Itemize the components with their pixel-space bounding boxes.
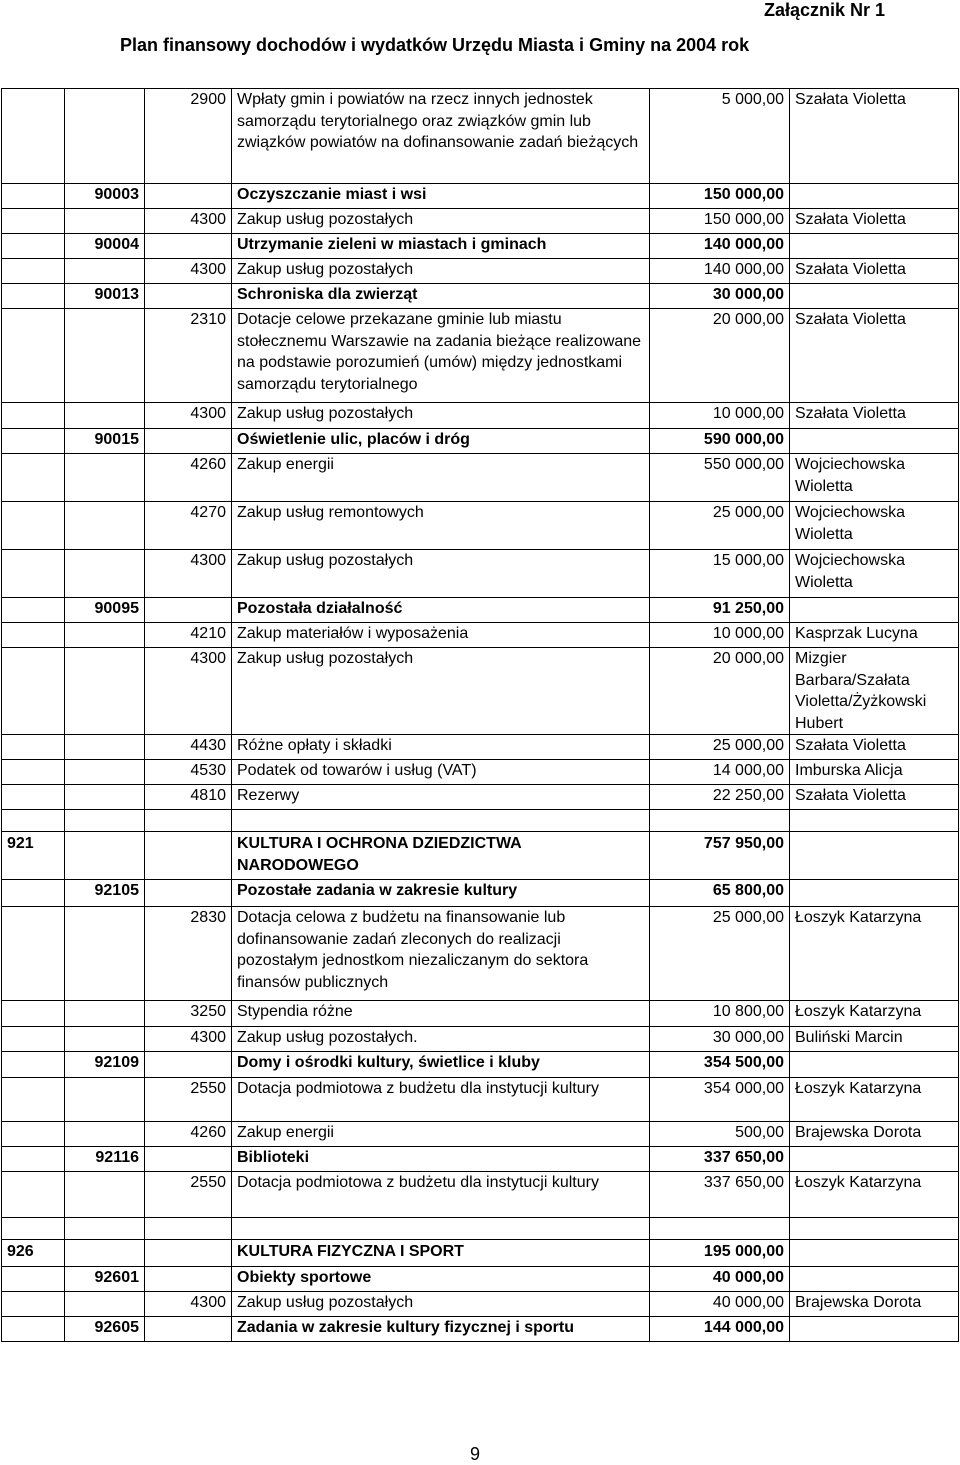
amount-cell: 5 000,00 bbox=[650, 89, 790, 184]
chapter-cell bbox=[65, 760, 145, 785]
chapter-cell bbox=[65, 648, 145, 735]
chapter-cell bbox=[65, 1078, 145, 1122]
chapter-cell bbox=[65, 403, 145, 429]
responsible-cell: Szałata Violetta bbox=[790, 735, 959, 760]
chapter-code-cell: 90004 bbox=[65, 234, 145, 259]
table-row bbox=[2, 880, 959, 907]
responsible-cell bbox=[790, 1240, 959, 1267]
budget-table bbox=[1, 88, 959, 1342]
amount-cell: 30 000,00 bbox=[650, 1027, 790, 1052]
responsible-cell: Szałata Violetta bbox=[790, 309, 959, 403]
amount-cell: 354 500,00 bbox=[650, 1052, 790, 1078]
paragraph-cell bbox=[145, 234, 232, 259]
responsible-cell bbox=[790, 284, 959, 309]
paragraph-code-cell: 4270 bbox=[145, 502, 232, 550]
description-cell: Zakup usług pozostałych bbox=[232, 1292, 650, 1317]
description-cell: Podatek od towarów i usług (VAT) bbox=[232, 760, 650, 785]
amount-cell: 195 000,00 bbox=[650, 1240, 790, 1267]
paragraph-cell bbox=[145, 284, 232, 309]
chapter-code-cell: 92105 bbox=[65, 880, 145, 907]
responsible-cell bbox=[790, 1218, 959, 1240]
amount-cell: 150 000,00 bbox=[650, 184, 790, 209]
chapter-code-cell: 90003 bbox=[65, 184, 145, 209]
section-code-cell bbox=[2, 1078, 65, 1122]
responsible-cell bbox=[790, 184, 959, 209]
chapter-cell bbox=[65, 89, 145, 184]
amount-cell bbox=[650, 1218, 790, 1240]
chapter-cell bbox=[65, 623, 145, 648]
responsible-cell bbox=[790, 832, 959, 880]
paragraph-cell bbox=[145, 832, 232, 880]
table-row bbox=[2, 454, 959, 502]
section-code-cell bbox=[2, 760, 65, 785]
table-row bbox=[2, 760, 959, 785]
chapter-cell bbox=[65, 907, 145, 1001]
amount-cell: 500,00 bbox=[650, 1122, 790, 1147]
description-cell: Stypendia różne bbox=[232, 1001, 650, 1027]
paragraph-cell bbox=[145, 598, 232, 623]
responsible-cell bbox=[790, 1317, 959, 1342]
table-row bbox=[2, 1027, 959, 1052]
table-row bbox=[2, 1218, 959, 1240]
responsible-cell bbox=[790, 1052, 959, 1078]
section-code-cell bbox=[2, 1267, 65, 1292]
description-cell: Zadania w zakresie kultury fizycznej i sportu bbox=[232, 1317, 650, 1342]
section-code-cell bbox=[2, 429, 65, 454]
paragraph-cell bbox=[145, 1240, 232, 1267]
responsible-cell: Łoszyk Katarzyna bbox=[790, 1001, 959, 1027]
table-row bbox=[2, 1052, 959, 1078]
page-number: 9 bbox=[470, 1444, 481, 1464]
chapter-code-cell: 92109 bbox=[65, 1052, 145, 1078]
description-cell: Zakup usług pozostałych. bbox=[232, 1027, 650, 1052]
description-cell: Oczyszczanie miast i wsi bbox=[232, 184, 650, 209]
amount-cell: 10 000,00 bbox=[650, 403, 790, 429]
table-row bbox=[2, 1078, 959, 1122]
amount-cell: 20 000,00 bbox=[650, 648, 790, 735]
amount-cell: 15 000,00 bbox=[650, 550, 790, 598]
table-row bbox=[2, 403, 959, 429]
table-row bbox=[2, 810, 959, 832]
responsible-cell: Brajewska Dorota bbox=[790, 1292, 959, 1317]
description-cell: Zakup usług pozostałych bbox=[232, 209, 650, 234]
description-cell: Zakup energii bbox=[232, 1122, 650, 1147]
paragraph-code-cell: 3250 bbox=[145, 1001, 232, 1027]
paragraph-code-cell: 4300 bbox=[145, 1292, 232, 1317]
chapter-cell bbox=[65, 259, 145, 284]
description-cell: Obiekty sportowe bbox=[232, 1267, 650, 1292]
table-row bbox=[2, 598, 959, 623]
table-row bbox=[2, 1292, 959, 1317]
section-code-cell bbox=[2, 284, 65, 309]
section-code-cell bbox=[2, 1027, 65, 1052]
description-cell: Biblioteki bbox=[232, 1147, 650, 1172]
paragraph-cell bbox=[145, 184, 232, 209]
section-code-cell bbox=[2, 880, 65, 907]
chapter-cell bbox=[65, 1218, 145, 1240]
description-cell: Zakup usług pozostałych bbox=[232, 259, 650, 284]
paragraph-code-cell: 4300 bbox=[145, 648, 232, 735]
amount-cell: 144 000,00 bbox=[650, 1317, 790, 1342]
responsible-cell: Łoszyk Katarzyna bbox=[790, 1172, 959, 1218]
section-code-cell bbox=[2, 1292, 65, 1317]
responsible-cell: Szałata Violetta bbox=[790, 89, 959, 184]
paragraph-code-cell: 2830 bbox=[145, 907, 232, 1001]
paragraph-code-cell: 4260 bbox=[145, 454, 232, 502]
responsible-cell: Wojciechowska Wioletta bbox=[790, 502, 959, 550]
chapter-cell bbox=[65, 810, 145, 832]
chapter-code-cell: 92116 bbox=[65, 1147, 145, 1172]
amount-cell: 20 000,00 bbox=[650, 309, 790, 403]
chapter-cell bbox=[65, 1122, 145, 1147]
section-code-cell bbox=[2, 598, 65, 623]
section-code-cell bbox=[2, 1001, 65, 1027]
responsible-cell: Buliński Marcin bbox=[790, 1027, 959, 1052]
paragraph-code-cell: 4300 bbox=[145, 550, 232, 598]
table-row bbox=[2, 832, 959, 880]
amount-cell: 10 000,00 bbox=[650, 623, 790, 648]
amount-cell: 10 800,00 bbox=[650, 1001, 790, 1027]
responsible-cell: Wojciechowska Wioletta bbox=[790, 454, 959, 502]
section-code-cell bbox=[2, 550, 65, 598]
table-row bbox=[2, 623, 959, 648]
table-row bbox=[2, 209, 959, 234]
description-cell: KULTURA FIZYCZNA I SPORT bbox=[232, 1240, 650, 1267]
description-cell: Rezerwy bbox=[232, 785, 650, 810]
amount-cell: 550 000,00 bbox=[650, 454, 790, 502]
section-code-cell bbox=[2, 502, 65, 550]
table-row bbox=[2, 309, 959, 403]
chapter-code-cell: 90095 bbox=[65, 598, 145, 623]
paragraph-cell bbox=[145, 1147, 232, 1172]
description-cell bbox=[232, 810, 650, 832]
chapter-cell bbox=[65, 1292, 145, 1317]
description-cell: Zakup usług pozostałych bbox=[232, 403, 650, 429]
responsible-cell: Szałata Violetta bbox=[790, 403, 959, 429]
description-cell: Pozostała działalność bbox=[232, 598, 650, 623]
chapter-cell bbox=[65, 454, 145, 502]
description-cell bbox=[232, 1218, 650, 1240]
paragraph-code-cell: 4810 bbox=[145, 785, 232, 810]
chapter-cell bbox=[65, 1001, 145, 1027]
chapter-code-cell: 90015 bbox=[65, 429, 145, 454]
chapter-cell bbox=[65, 550, 145, 598]
section-code-cell bbox=[2, 403, 65, 429]
section-code-cell bbox=[2, 454, 65, 502]
table-row bbox=[2, 234, 959, 259]
annex-label: Załącznik Nr 1 bbox=[764, 0, 886, 20]
section-code-cell bbox=[2, 184, 65, 209]
amount-cell: 25 000,00 bbox=[650, 907, 790, 1001]
amount-cell: 337 650,00 bbox=[650, 1172, 790, 1218]
chapter-code-cell: 90013 bbox=[65, 284, 145, 309]
chapter-cell bbox=[65, 309, 145, 403]
description-cell: Zakup usług pozostałych bbox=[232, 648, 650, 735]
amount-cell: 25 000,00 bbox=[650, 502, 790, 550]
description-cell: Pozostałe zadania w zakresie kultury bbox=[232, 880, 650, 907]
chapter-cell bbox=[65, 735, 145, 760]
table-row bbox=[2, 1267, 959, 1292]
description-cell: Dotacja podmiotowa z budżetu dla instytucji kultury bbox=[232, 1172, 650, 1218]
description-cell: Schroniska dla zwierząt bbox=[232, 284, 650, 309]
page-title: Plan finansowy dochodów i wydatków Urzędu Miasta i Gminy na 2004 rok bbox=[120, 35, 750, 55]
table-row bbox=[2, 1172, 959, 1218]
section-code-cell bbox=[2, 785, 65, 810]
section-code-cell bbox=[2, 648, 65, 735]
chapter-cell bbox=[65, 1240, 145, 1267]
paragraph-code-cell: 2310 bbox=[145, 309, 232, 403]
paragraph-code-cell: 4530 bbox=[145, 760, 232, 785]
paragraph-cell bbox=[145, 1267, 232, 1292]
responsible-cell bbox=[790, 880, 959, 907]
paragraph-code-cell: 4300 bbox=[145, 259, 232, 284]
table-row bbox=[2, 648, 959, 735]
section-code-cell bbox=[2, 234, 65, 259]
responsible-cell: Kasprzak Lucyna bbox=[790, 623, 959, 648]
amount-cell bbox=[650, 810, 790, 832]
chapter-code-cell: 92601 bbox=[65, 1267, 145, 1292]
paragraph-code-cell: 2550 bbox=[145, 1078, 232, 1122]
amount-cell: 65 800,00 bbox=[650, 880, 790, 907]
section-code-cell bbox=[2, 259, 65, 284]
responsible-cell: Łoszyk Katarzyna bbox=[790, 1078, 959, 1122]
description-cell: Utrzymanie zieleni w miastach i gminach bbox=[232, 234, 650, 259]
table-row bbox=[2, 1317, 959, 1342]
responsible-cell: Szałata Violetta bbox=[790, 209, 959, 234]
table-row bbox=[2, 89, 959, 184]
table-row bbox=[2, 259, 959, 284]
amount-cell: 140 000,00 bbox=[650, 234, 790, 259]
section-code-cell: 921 bbox=[2, 832, 65, 880]
responsible-cell: Szałata Violetta bbox=[790, 785, 959, 810]
description-cell: Dotacje celowe przekazane gminie lub miastu stołecznemu Warszawie na zadania bieżące realizowane na podstawie porozumień (umów) między jednostkami samorządu terytorialnego bbox=[232, 309, 650, 403]
description-cell: Domy i ośrodki kultury, świetlice i kluby bbox=[232, 1052, 650, 1078]
amount-cell: 150 000,00 bbox=[650, 209, 790, 234]
amount-cell: 30 000,00 bbox=[650, 284, 790, 309]
description-cell: Dotacja celowa z budżetu na finansowanie lub dofinansowanie zadań zleconych do realizacji pozostałym jednostkom niezaliczanym do sektora finansów publicznych bbox=[232, 907, 650, 1001]
table-row bbox=[2, 1240, 959, 1267]
section-code-cell bbox=[2, 1172, 65, 1218]
description-cell: KULTURA I OCHRONA DZIEDZICTWA NARODOWEGO bbox=[232, 832, 650, 880]
chapter-cell bbox=[65, 209, 145, 234]
amount-cell: 140 000,00 bbox=[650, 259, 790, 284]
section-code-cell bbox=[2, 810, 65, 832]
chapter-cell bbox=[65, 785, 145, 810]
paragraph-code-cell: 2900 bbox=[145, 89, 232, 184]
amount-cell: 337 650,00 bbox=[650, 1147, 790, 1172]
amount-cell: 40 000,00 bbox=[650, 1292, 790, 1317]
paragraph-code-cell: 4300 bbox=[145, 1027, 232, 1052]
table-row bbox=[2, 184, 959, 209]
paragraph-cell bbox=[145, 880, 232, 907]
responsible-cell: Brajewska Dorota bbox=[790, 1122, 959, 1147]
description-cell: Oświetlenie ulic, placów i dróg bbox=[232, 429, 650, 454]
section-code-cell bbox=[2, 735, 65, 760]
amount-cell: 14 000,00 bbox=[650, 760, 790, 785]
description-cell: Zakup materiałów i wyposażenia bbox=[232, 623, 650, 648]
responsible-cell bbox=[790, 598, 959, 623]
table-row bbox=[2, 550, 959, 598]
amount-cell: 757 950,00 bbox=[650, 832, 790, 880]
table-row bbox=[2, 735, 959, 760]
section-code-cell bbox=[2, 1317, 65, 1342]
section-code-cell: 926 bbox=[2, 1240, 65, 1267]
responsible-cell: Imburska Alicja bbox=[790, 760, 959, 785]
description-cell: Zakup usług remontowych bbox=[232, 502, 650, 550]
responsible-cell bbox=[790, 1147, 959, 1172]
responsible-cell bbox=[790, 1267, 959, 1292]
section-code-cell bbox=[2, 1218, 65, 1240]
paragraph-cell bbox=[145, 1218, 232, 1240]
paragraph-cell bbox=[145, 1052, 232, 1078]
section-code-cell bbox=[2, 907, 65, 1001]
amount-cell: 354 000,00 bbox=[650, 1078, 790, 1122]
table-row bbox=[2, 429, 959, 454]
amount-cell: 590 000,00 bbox=[650, 429, 790, 454]
table-row bbox=[2, 1147, 959, 1172]
section-code-cell bbox=[2, 89, 65, 184]
section-code-cell bbox=[2, 1147, 65, 1172]
section-code-cell bbox=[2, 1122, 65, 1147]
paragraph-code-cell: 2550 bbox=[145, 1172, 232, 1218]
section-code-cell bbox=[2, 309, 65, 403]
responsible-cell bbox=[790, 234, 959, 259]
table-row bbox=[2, 907, 959, 1001]
description-cell: Zakup energii bbox=[232, 454, 650, 502]
paragraph-code-cell: 4210 bbox=[145, 623, 232, 648]
responsible-cell bbox=[790, 810, 959, 832]
description-cell: Zakup usług pozostałych bbox=[232, 550, 650, 598]
description-cell: Wpłaty gmin i powiatów na rzecz innych jednostek samorządu terytorialnego oraz związków gmin lub związków powiatów na dofinansowanie zadań bieżących bbox=[232, 89, 650, 184]
table-row bbox=[2, 284, 959, 309]
paragraph-code-cell: 4300 bbox=[145, 209, 232, 234]
responsible-cell: Wojciechowska Wioletta bbox=[790, 550, 959, 598]
chapter-cell bbox=[65, 1027, 145, 1052]
paragraph-cell bbox=[145, 810, 232, 832]
description-cell: Różne opłaty i składki bbox=[232, 735, 650, 760]
paragraph-cell bbox=[145, 1317, 232, 1342]
responsible-cell bbox=[790, 429, 959, 454]
chapter-cell bbox=[65, 502, 145, 550]
table-row bbox=[2, 502, 959, 550]
paragraph-code-cell: 4300 bbox=[145, 403, 232, 429]
amount-cell: 22 250,00 bbox=[650, 785, 790, 810]
chapter-cell bbox=[65, 832, 145, 880]
section-code-cell bbox=[2, 1052, 65, 1078]
section-code-cell bbox=[2, 623, 65, 648]
paragraph-code-cell: 4260 bbox=[145, 1122, 232, 1147]
responsible-cell: Szałata Violetta bbox=[790, 259, 959, 284]
responsible-cell: Mizgier Barbara/Szałata Violetta/Żyżkowski Hubert bbox=[790, 648, 959, 735]
description-cell: Dotacja podmiotowa z budżetu dla instytucji kultury bbox=[232, 1078, 650, 1122]
budget-table-body bbox=[2, 89, 959, 1342]
section-code-cell bbox=[2, 209, 65, 234]
amount-cell: 40 000,00 bbox=[650, 1267, 790, 1292]
chapter-code-cell: 92605 bbox=[65, 1317, 145, 1342]
paragraph-cell bbox=[145, 429, 232, 454]
amount-cell: 25 000,00 bbox=[650, 735, 790, 760]
chapter-cell bbox=[65, 1172, 145, 1218]
amount-cell: 91 250,00 bbox=[650, 598, 790, 623]
paragraph-code-cell: 4430 bbox=[145, 735, 232, 760]
table-row bbox=[2, 1001, 959, 1027]
responsible-cell: Łoszyk Katarzyna bbox=[790, 907, 959, 1001]
table-row bbox=[2, 785, 959, 810]
table-row bbox=[2, 1122, 959, 1147]
